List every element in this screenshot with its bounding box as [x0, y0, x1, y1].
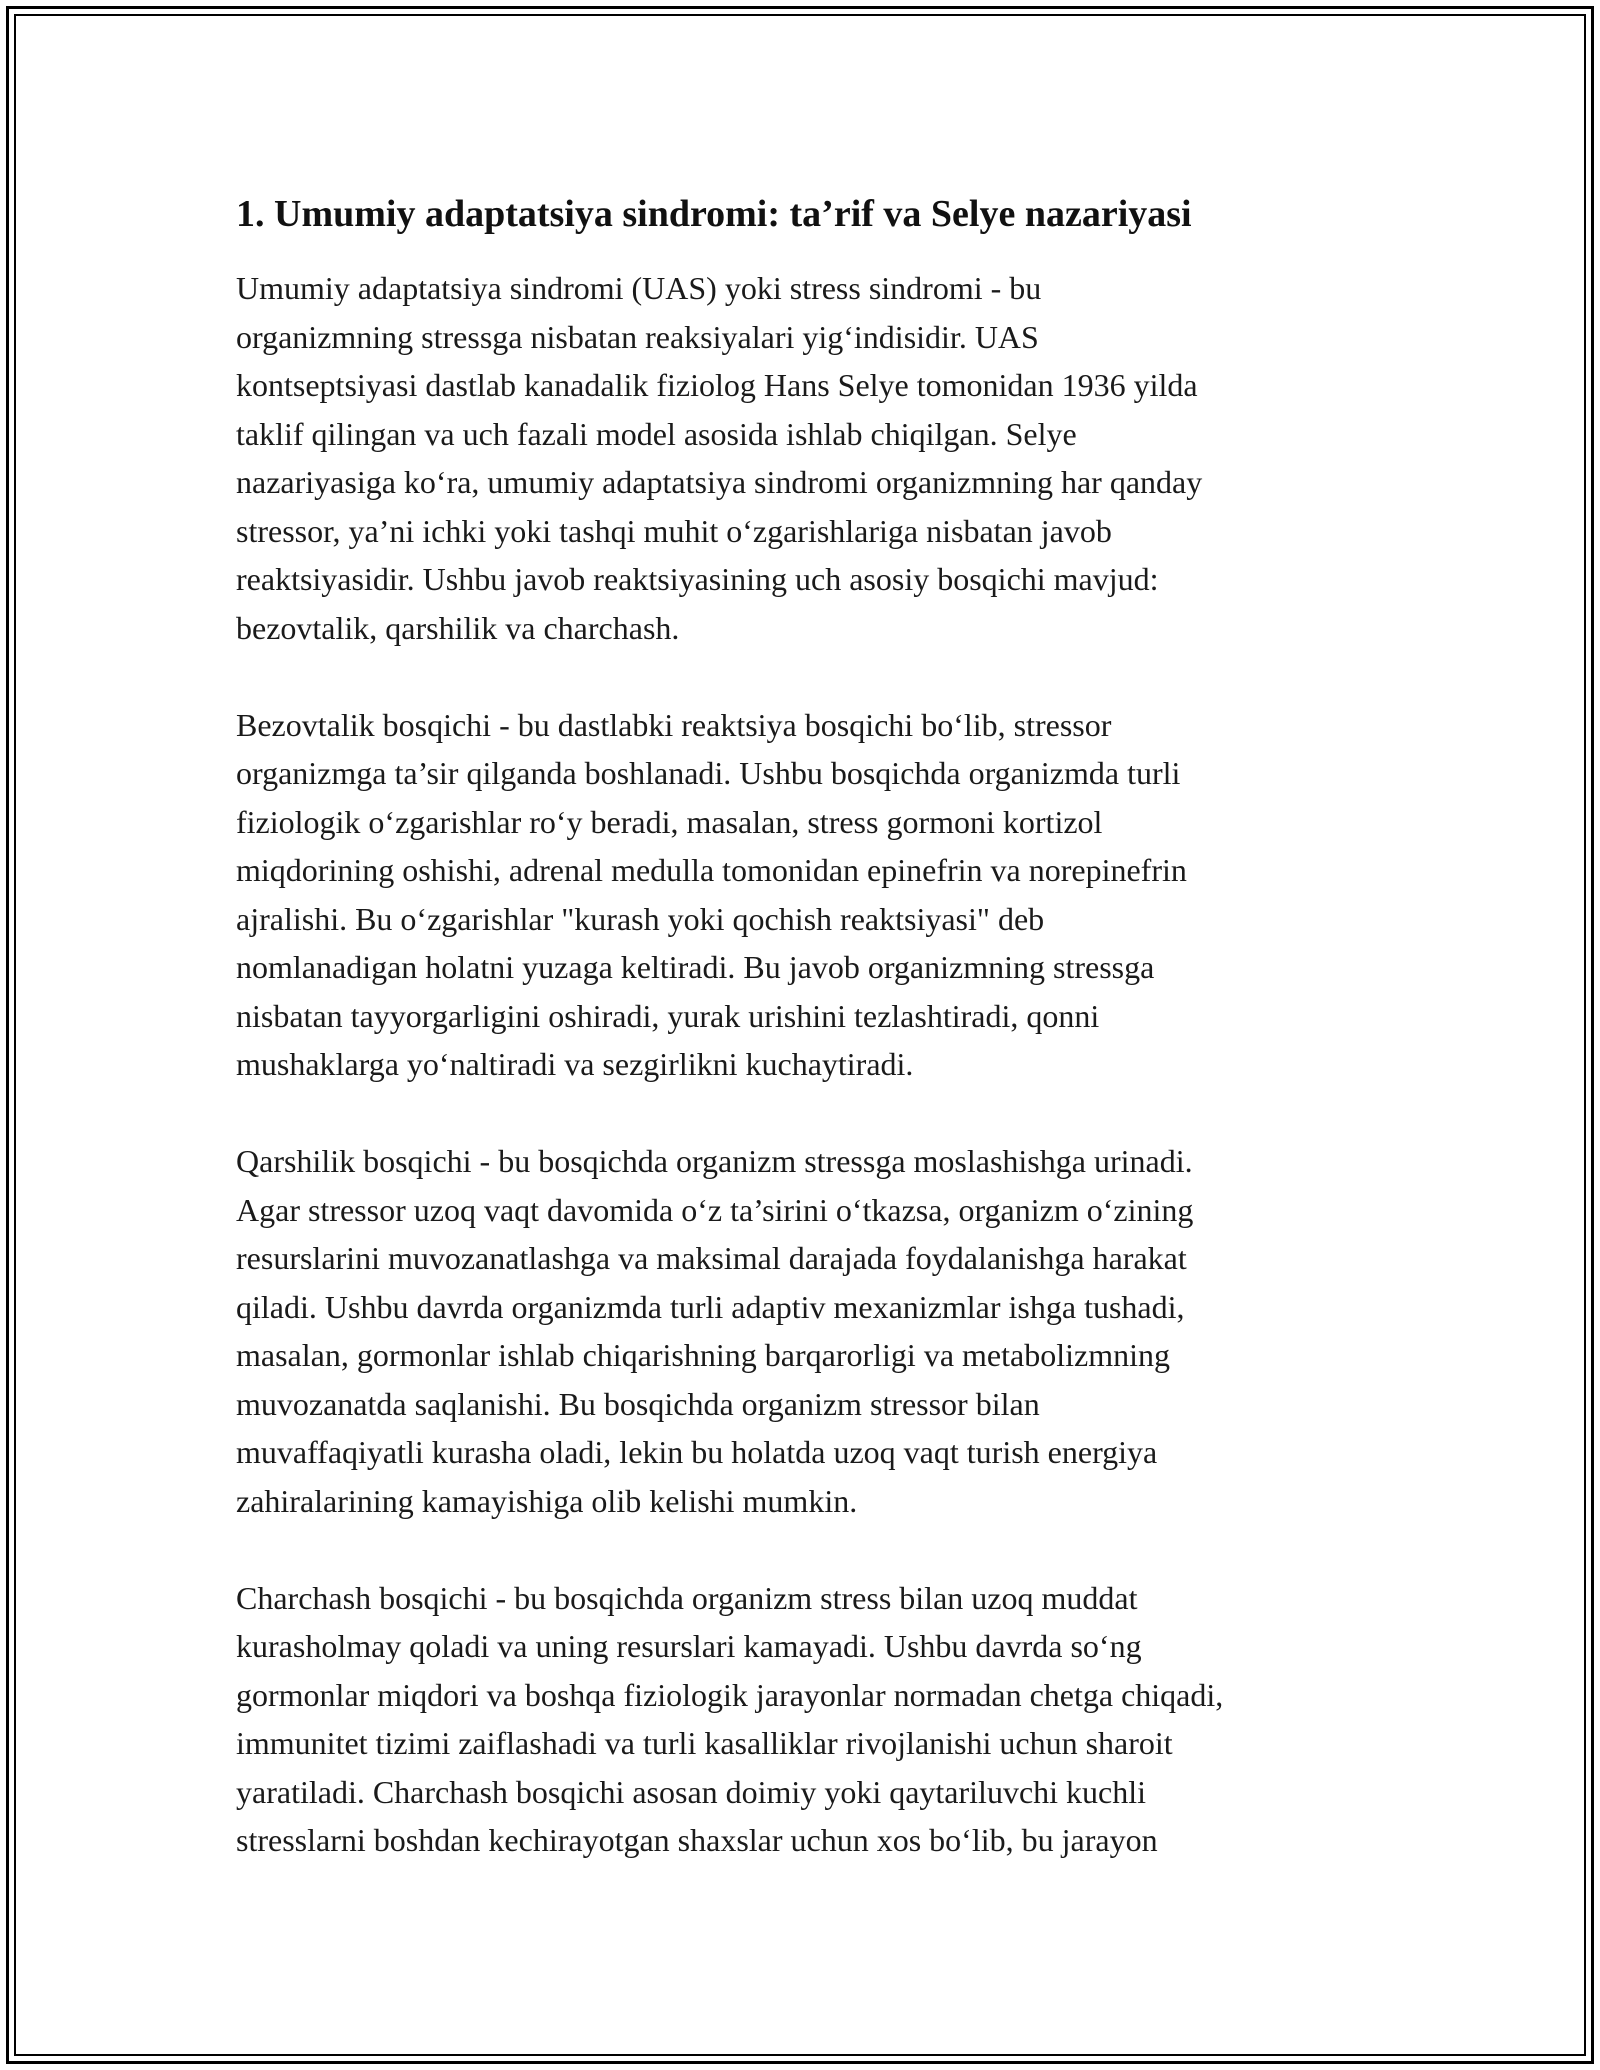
text-line: nazariyasiga ko‘ra, umumiy adaptatsiya sindromi organizmning har qanday	[236, 464, 1203, 500]
text-line: yaratiladi. Charchash bosqichi asosan doimiy yoki qaytariluvchi kuchli	[236, 1773, 1147, 1810]
text-line: miqdorining oshishi, adrenal medulla tomonidan epinefrin va norepinefrin	[236, 852, 1187, 888]
text-line: reaktsiyasidir. Ushbu javob reaktsiyasining uch asosiy bosqichi mavjud:	[236, 561, 1159, 597]
text-line: Bezovtalik bosqichi - bu dastlabki reaktsiya bosqichi bo‘lib, stressor	[236, 706, 1112, 743]
text-line: masalan, gormonlar ishlab chiqarishning barqarorligi va metabolizmning	[236, 1337, 1170, 1373]
text-line: Umumiy adaptatsiya sindromi (UAS) yoki stress sindromi - bu	[236, 270, 1042, 306]
text-line: immunitet tizimi zaiflashadi va turli kasalliklar rivojlanishi uchun sharoit	[236, 1725, 1173, 1761]
text-line: nisbatan tayyorgarligini oshiradi, yurak urishini tezlashtiradi, qonni	[236, 997, 1100, 1034]
text-line: taklif qilingan va uch fazali model asosida ishlab chiqilgan. Selye	[236, 415, 1077, 452]
text-line: nomlanadigan holatni yuzaga keltiradi. Bu javob organizmning stressga	[236, 949, 1155, 985]
paragraph-exhaustion-stage	[236, 1574, 1396, 1865]
text-line: Charchash bosqichi - bu bosqichda organizm stress bilan uzoq muddat	[236, 1579, 1138, 1616]
text-line: resurslarini muvozanatlashga va maksimal darajada foydalanishga harakat	[236, 1240, 1187, 1276]
text-line: mushaklarga yo‘naltiradi va sezgirlikni kuchaytiradi.	[236, 1046, 914, 1082]
paragraph-resistance-stage	[236, 1137, 1396, 1525]
paragraph-alarm-stage	[236, 701, 1396, 1089]
section-heading: 1. Umumiy adaptatsiya sindromi: ta’rif va Selye nazariyasi	[236, 193, 1192, 235]
text-line: gormonlar miqdori va boshqa fiziologik jarayonlar normadan chetga chiqadi,	[236, 1676, 1224, 1713]
text-line: zahiralarining kamayishiga olib kelishi mumkin.	[236, 1482, 858, 1519]
text-line: fiziologik o‘zgarishlar ro‘y beradi, masalan, stress gormoni kortizol	[236, 803, 1103, 840]
text-line: Qarshilik bosqichi - bu bosqichda organizm stressga moslashishga urinadi.	[236, 1143, 1193, 1179]
text-line: organizmga ta’sir qilganda boshlanadi. Ushbu bosqichda organizmda turli	[236, 755, 1181, 791]
text-line: kontseptsiyasi dastlab kanadalik fiziolog Hans Selye tomonidan 1936 yilda	[236, 367, 1198, 403]
text-line: muvozanatda saqlanishi. Bu bosqichda organizm stressor bilan	[236, 1385, 1040, 1422]
paragraph-uas-definition	[236, 264, 1396, 652]
text-line: bezovtalik, qarshilik va charchash.	[236, 609, 680, 646]
text-line: qiladi. Ushbu davrda organizmda turli adaptiv mexanizmlar ishga tushadi,	[236, 1288, 1185, 1325]
text-line: Agar stressor uzoq vaqt davomida o‘z ta’sirini o‘tkazsa, organizm o‘zining	[236, 1191, 1194, 1228]
text-line: ajralishi. Bu o‘zgarishlar "kurash yoki qochish reaktsiyasi" deb	[236, 900, 1045, 937]
text-line: muvaffaqiyatli kurasha oladi, lekin bu holatda uzoq vaqt turish energiya	[236, 1434, 1158, 1470]
document-body	[236, 188, 1396, 1913]
text-line: stressor, ya’ni ichki yoki tashqi muhit o‘zgarishlariga nisbatan javob	[236, 512, 1112, 549]
text-line: organizmning stressga nisbatan reaksiyalari yig‘indisidir. UAS	[236, 318, 1039, 355]
text-line: stresslarni boshdan kechirayotgan shaxslar uchun xos bo‘lib, bu jarayon	[236, 1822, 1158, 1858]
text-line: kurasholmay qoladi va uning resurslari kamayadi. Ushbu davrda so‘ng	[236, 1628, 1142, 1664]
